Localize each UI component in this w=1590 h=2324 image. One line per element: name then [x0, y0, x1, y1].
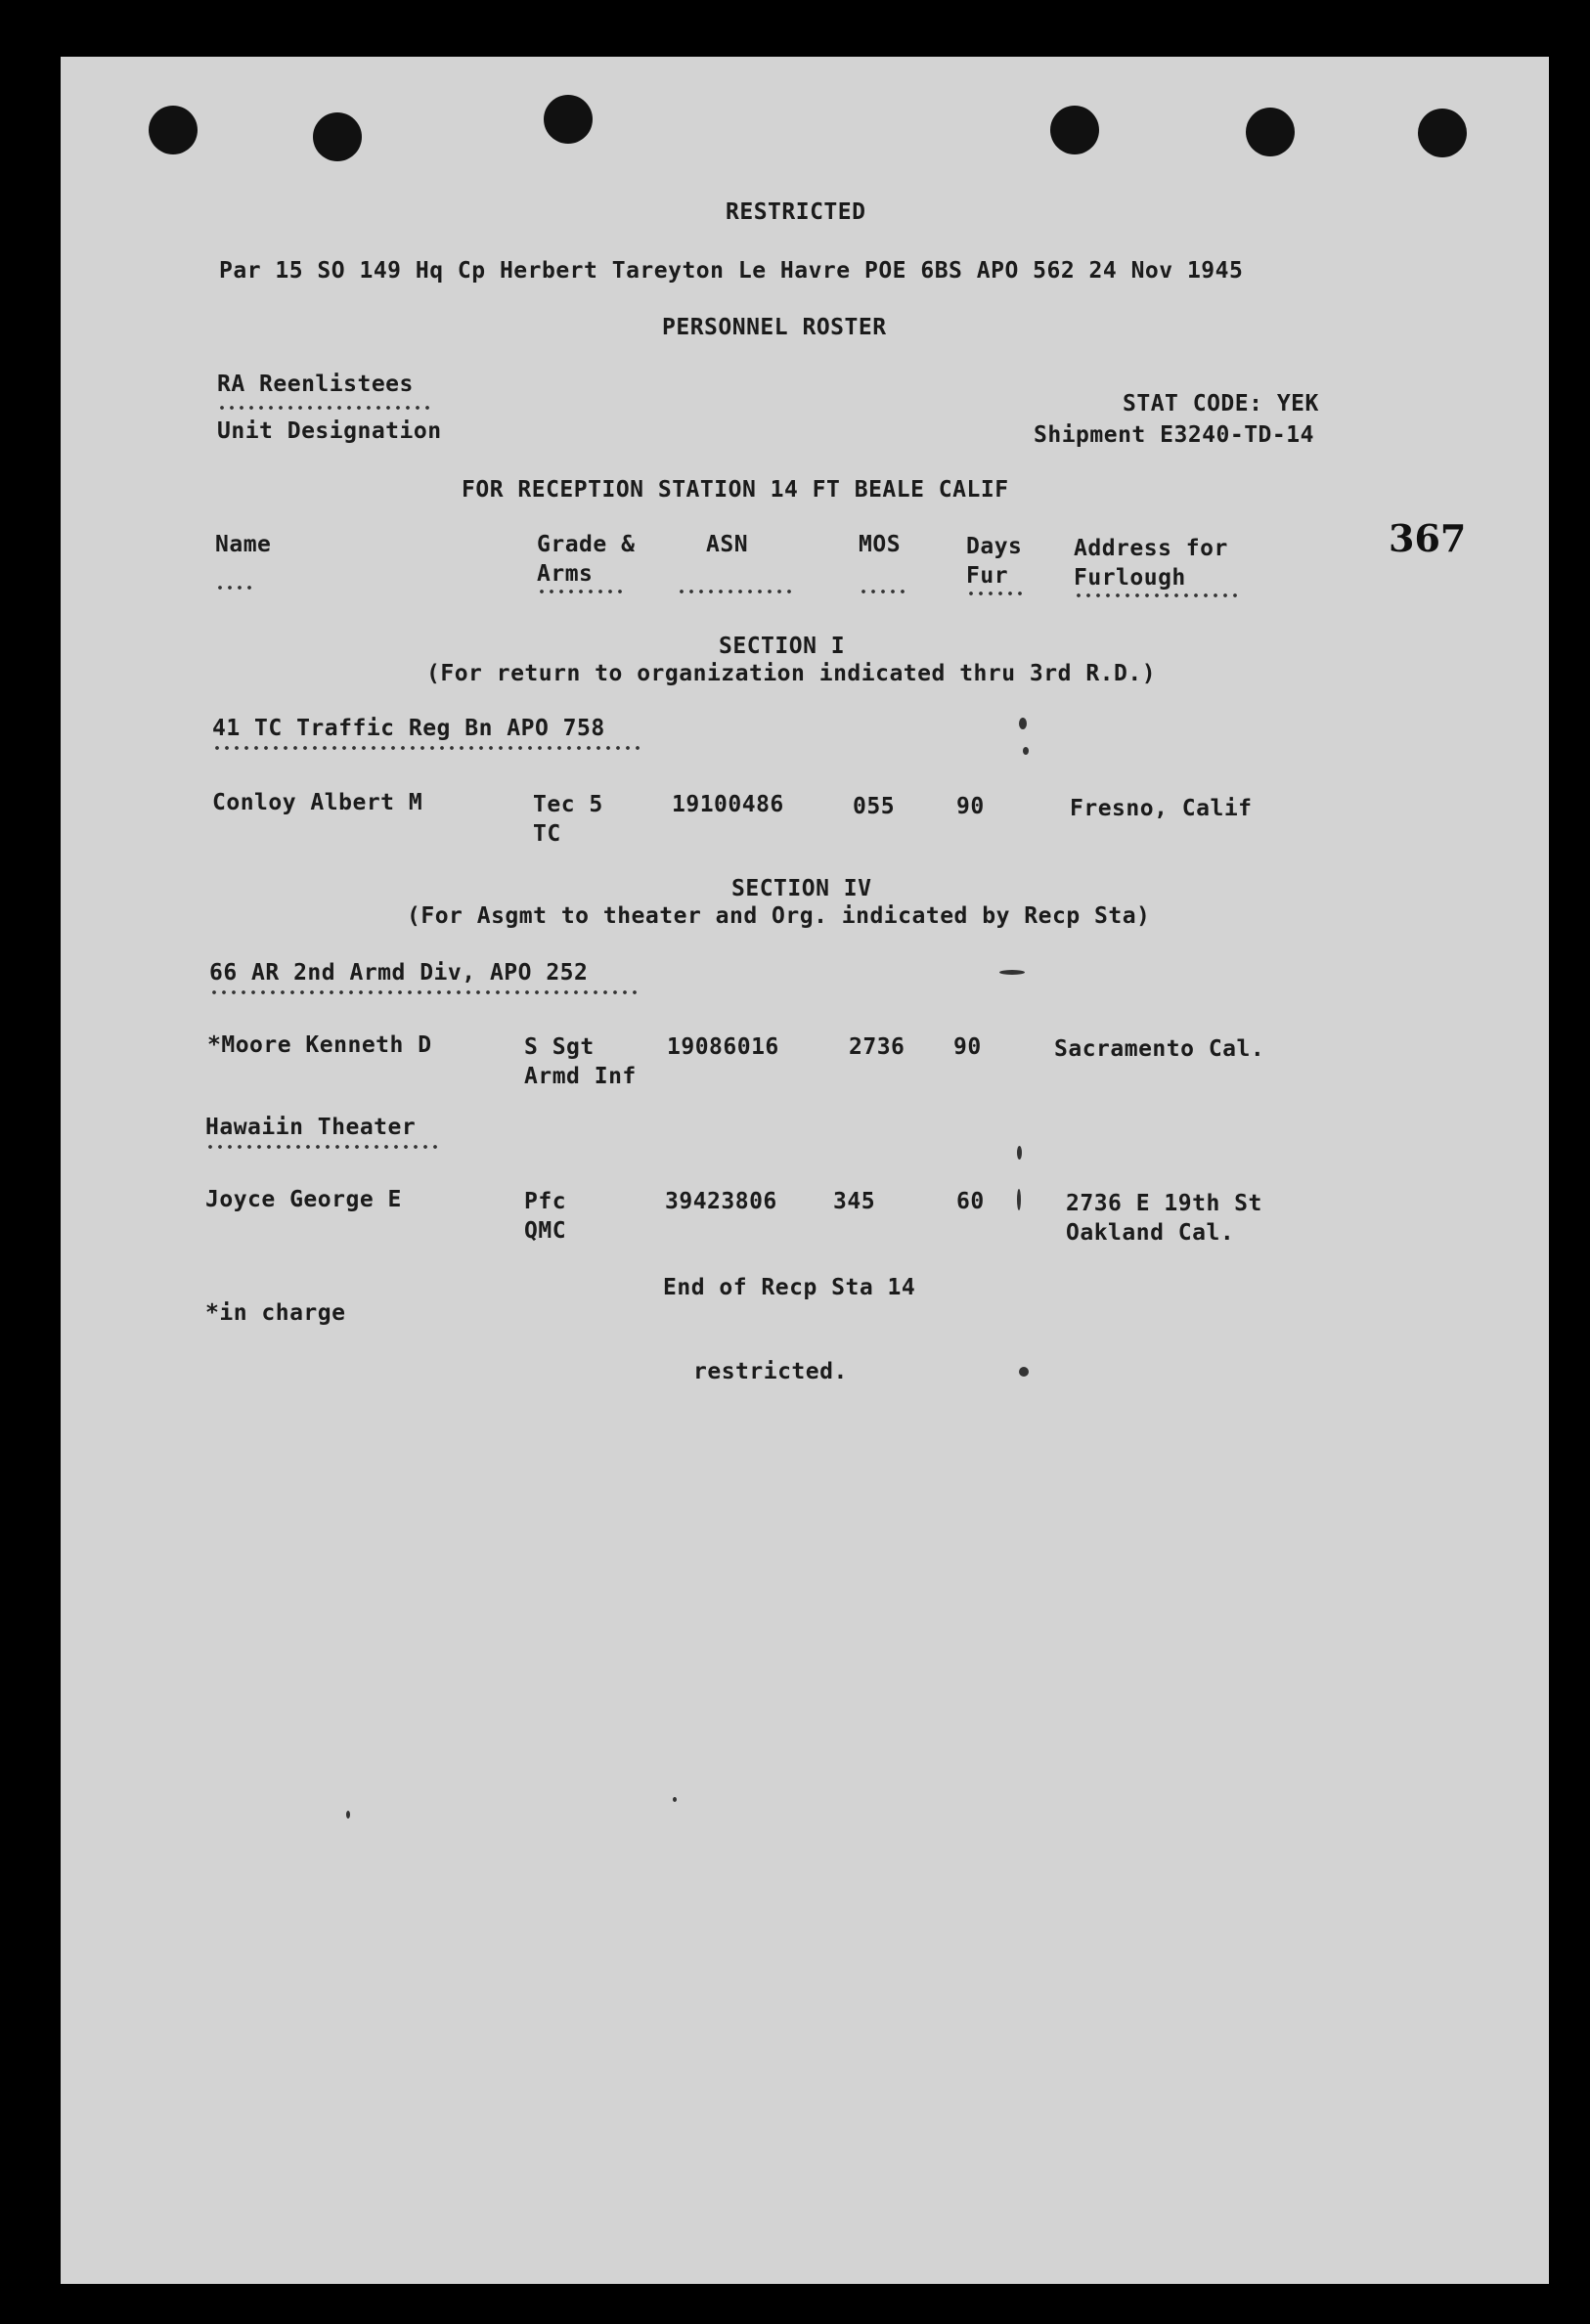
section-1-title: SECTION I: [719, 634, 846, 659]
in-charge-note: *in charge: [205, 1300, 346, 1326]
row-address-city: Oakland Cal.: [1066, 1220, 1235, 1246]
row-arms: Armd Inf: [524, 1064, 637, 1089]
row-name: Conloy Albert M: [212, 790, 423, 815]
section-1-subtitle: (For return to organization indicated thru 3rd R.D.): [426, 661, 1157, 686]
row-grade: S Sgt: [524, 1034, 595, 1060]
dotted-underline: [215, 585, 256, 591]
classification-top: RESTRICTED: [726, 199, 866, 225]
page-number: 367: [1389, 516, 1467, 560]
row-grade: Pfc: [524, 1189, 567, 1214]
ink-speck: [1023, 747, 1029, 755]
ink-speck: [346, 1811, 350, 1819]
dotted-underline: [1074, 592, 1240, 598]
ink-speck: [1019, 1367, 1029, 1377]
col-address-furlough: Furlough: [1074, 565, 1186, 591]
row-mos: 345: [833, 1189, 876, 1214]
section-4-subtitle: (For Asgmt to theater and Org. indicated by Recp Sta): [407, 903, 1151, 929]
unit-designation-value: RA Reenlistees: [217, 372, 414, 397]
col-days: Days: [966, 534, 1023, 559]
row-name: Joyce George E: [205, 1187, 402, 1212]
punch-hole: [1246, 108, 1295, 156]
row-days: 90: [953, 1034, 982, 1060]
dotted-underline: [209, 989, 640, 995]
punch-hole: [149, 106, 198, 154]
section-4-title: SECTION IV: [731, 876, 872, 901]
col-asn: ASN: [706, 532, 749, 557]
ink-speck: [673, 1797, 677, 1802]
ink-speck: [999, 970, 1025, 975]
col-address: Address for: [1074, 536, 1228, 561]
row-days: 90: [956, 794, 985, 819]
unit-designation-label: Unit Designation: [217, 418, 442, 444]
document-page: [61, 57, 1549, 2284]
row-address: 2736 E 19th St: [1066, 1191, 1262, 1216]
col-grade: Grade &: [537, 532, 636, 557]
section-1-unit: 41 TC Traffic Reg Bn APO 758: [212, 716, 605, 741]
stat-code: STAT CODE: YEK: [1123, 391, 1319, 417]
row-asn: 19086016: [667, 1034, 779, 1060]
classification-bottom: restricted.: [693, 1359, 848, 1384]
row-asn: 39423806: [665, 1189, 777, 1214]
end-of-list: End of Recp Sta 14: [663, 1275, 916, 1300]
section-4-unit: 66 AR 2nd Armd Div, APO 252: [209, 960, 589, 986]
theater-heading: Hawaiin Theater: [205, 1115, 417, 1140]
shipment-number: Shipment E3240-TD-14: [1034, 422, 1314, 448]
row-days: 60: [956, 1189, 985, 1214]
row-name: *Moore Kenneth D: [207, 1032, 432, 1058]
col-grade-arms: Arms: [537, 561, 594, 587]
row-arms: TC: [533, 821, 561, 847]
row-address: Fresno, Calif: [1070, 796, 1253, 821]
row-mos: 2736: [849, 1034, 905, 1060]
dotted-underline: [217, 405, 432, 411]
dotted-underline: [966, 591, 1025, 596]
destination-line: FOR RECEPTION STATION 14 FT BEALE CALIF: [462, 477, 1009, 503]
row-grade: Tec 5: [533, 792, 603, 817]
ink-speck: [1017, 1146, 1022, 1160]
punch-hole: [1418, 109, 1467, 157]
col-days-fur: Fur: [966, 563, 1009, 589]
dotted-underline: [677, 589, 794, 594]
row-address: Sacramento Cal.: [1054, 1036, 1265, 1062]
punch-hole: [544, 95, 593, 144]
col-name: Name: [215, 532, 272, 557]
dotted-underline: [205, 1144, 440, 1150]
row-asn: 19100486: [672, 792, 784, 817]
punch-hole: [313, 112, 362, 161]
dotted-underline: [537, 589, 627, 594]
punch-hole: [1050, 106, 1099, 154]
page-title: PERSONNEL ROSTER: [662, 315, 887, 340]
dotted-underline: [212, 745, 642, 751]
col-mos: MOS: [859, 532, 902, 557]
ink-speck: [1017, 1189, 1021, 1210]
order-line: Par 15 SO 149 Hq Cp Herbert Tareyton Le Havre POE 6BS APO 562 24 Nov 1945: [219, 258, 1244, 284]
row-mos: 055: [853, 794, 896, 819]
row-arms: QMC: [524, 1218, 567, 1244]
ink-speck: [1019, 718, 1027, 729]
dotted-underline: [859, 589, 907, 594]
